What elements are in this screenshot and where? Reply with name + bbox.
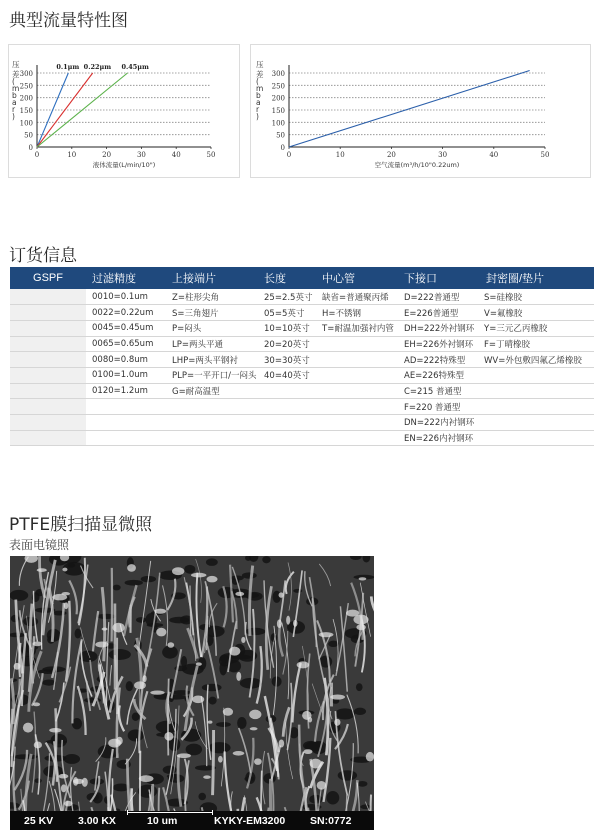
table-cell: DH=222外衬钢环 — [398, 320, 480, 336]
table-cell — [258, 415, 316, 431]
sem-pore — [202, 684, 222, 692]
sem-magnification: 3.00 KX — [78, 815, 116, 827]
table-cell: LHP=两头平钢衬 — [166, 352, 258, 368]
sem-node — [317, 781, 326, 790]
table-row — [10, 399, 594, 415]
table-row — [10, 352, 594, 368]
sem-node — [112, 623, 124, 633]
sem-pore — [75, 629, 82, 639]
y-tick-label: 250 — [271, 82, 285, 91]
sem-fiber — [131, 788, 137, 811]
sem-pore — [147, 623, 164, 627]
sem-fiber — [371, 596, 374, 617]
sem-fiber — [196, 573, 201, 657]
sem-node — [191, 573, 206, 578]
x-tick-label: 0 — [286, 151, 292, 159]
table-cell: Z=柱形尖角 — [166, 289, 258, 305]
table-cell — [86, 399, 166, 415]
sem-node — [61, 784, 67, 792]
table-cell: P=闷头 — [166, 320, 258, 336]
x-tick-label: 10 — [67, 151, 77, 159]
sem-pore — [216, 722, 231, 727]
sem-node — [33, 702, 40, 706]
x-tick-label: 30 — [438, 151, 448, 159]
sem-pore — [237, 717, 246, 729]
sem-pore — [172, 690, 190, 695]
sem-node — [64, 602, 68, 609]
sem-fiber — [230, 565, 233, 623]
sem-fiber — [79, 802, 90, 811]
sem-node — [155, 609, 167, 614]
y-tick-label: 150 — [19, 107, 33, 115]
y-tick-label: 100 — [19, 119, 33, 128]
sem-node — [14, 663, 21, 670]
sem-pore — [10, 590, 28, 601]
sem-fiber — [280, 580, 285, 622]
sem-pore — [68, 563, 75, 567]
order-info-title: 订货信息 — [9, 246, 77, 266]
y-tick-label: 150 — [271, 107, 285, 115]
sem-pore — [126, 681, 133, 691]
sem-node — [32, 641, 42, 646]
table-cell — [10, 320, 86, 336]
sem-pore — [64, 754, 80, 764]
table-cell: H=不锈钢 — [316, 305, 398, 321]
sem-node — [330, 694, 345, 699]
sem-pore — [249, 556, 259, 562]
table-row — [10, 289, 594, 305]
sem-node — [366, 752, 374, 762]
table-cell: AD=222特殊型 — [398, 352, 480, 368]
table-cell: C=215 普通型 — [398, 383, 480, 399]
sem-node — [229, 647, 240, 656]
sem-pore — [206, 558, 218, 566]
sem-fiber — [312, 684, 322, 713]
sem-pore — [360, 805, 371, 810]
table-cell: 25=2.5英寸 — [258, 289, 316, 305]
table-cell: 05=5英寸 — [258, 305, 316, 321]
table-cell — [166, 415, 258, 431]
sem-pore — [208, 742, 230, 753]
sem-fiber — [265, 696, 277, 771]
order-table-body — [10, 289, 594, 446]
table-cell — [480, 399, 594, 415]
order-table — [10, 267, 594, 446]
series-label: 0.22μm — [83, 63, 112, 71]
sem-fiber — [317, 620, 330, 681]
sem-node — [64, 801, 72, 807]
table-cell — [166, 399, 258, 415]
sem-fiber — [201, 696, 207, 766]
table-cell — [166, 430, 258, 446]
sem-fiber — [163, 585, 168, 646]
sem-node — [52, 594, 67, 601]
series-line — [37, 73, 68, 147]
table-cell — [316, 430, 398, 446]
air-flow-chart-svg — [251, 45, 592, 179]
sem-fiber — [266, 586, 271, 670]
y-tick-label: 50 — [24, 131, 33, 140]
sem-node — [277, 619, 282, 628]
table-cell — [10, 305, 86, 321]
sem-node — [279, 739, 285, 747]
table-cell: 0120=1.2um — [86, 383, 166, 399]
sem-node — [297, 661, 310, 668]
sem-node — [62, 568, 67, 572]
sem-node — [241, 637, 245, 643]
sem-node — [203, 775, 211, 779]
sem-node — [359, 577, 367, 580]
sem-node — [34, 742, 42, 749]
y-tick-label: 0 — [280, 144, 285, 152]
sem-fiber — [159, 788, 160, 811]
sem-node — [254, 758, 262, 765]
table-cell: 0045=0.45um — [86, 320, 166, 336]
sem-node — [286, 616, 290, 625]
table-cell: DN=222内衬钢环 — [398, 415, 480, 431]
table-cell — [10, 289, 86, 305]
y-tick-label: 300 — [271, 70, 285, 78]
table-cell — [316, 336, 398, 352]
x-tick-label: 40 — [489, 151, 499, 159]
col-header-center-tube: 中心管 — [316, 267, 398, 289]
sem-pore — [242, 572, 257, 578]
sem-node — [73, 779, 84, 784]
y-tick-label: 200 — [271, 94, 285, 103]
table-cell: 20=20英寸 — [258, 336, 316, 352]
sem-node — [249, 710, 261, 720]
sem-pore — [362, 556, 370, 562]
col-header-precision: 过滤精度 — [86, 267, 166, 289]
table-cell: 0100=1.0um — [86, 367, 166, 383]
table-cell: F=丁晴橡胶 — [480, 336, 594, 352]
col-header-top-cap: 上接端片 — [166, 267, 258, 289]
y-tick-label: 100 — [271, 119, 285, 128]
table-cell — [10, 336, 86, 352]
series-line — [37, 73, 93, 147]
sem-fiber — [261, 771, 262, 811]
x-tick-label: 10 — [335, 151, 345, 159]
sem-node — [116, 737, 122, 745]
sem-fiber — [225, 751, 234, 811]
sem-node — [206, 576, 217, 583]
sem-pore — [208, 697, 216, 705]
sem-pore — [128, 729, 144, 741]
x-tick-label: 20 — [386, 151, 396, 159]
sem-title: PTFE膜扫描显微照 — [9, 515, 153, 535]
sem-node — [25, 556, 38, 563]
sem-pore — [90, 778, 104, 784]
x-tick-label: 20 — [102, 151, 112, 159]
sem-node — [223, 708, 233, 716]
sem-pore — [34, 778, 41, 783]
sem-fiber — [213, 730, 214, 795]
sem-node — [102, 627, 108, 630]
series-line — [289, 71, 530, 147]
table-cell — [258, 383, 316, 399]
table-cell — [86, 430, 166, 446]
sem-fiber — [168, 679, 169, 756]
sem-pore — [132, 713, 140, 721]
sem-micrograph — [10, 556, 374, 830]
sem-node — [172, 567, 184, 575]
x-tick-label: 30 — [136, 151, 146, 159]
sem-node — [177, 753, 191, 758]
sem-pore — [357, 781, 367, 787]
table-cell: LP=两头平通 — [166, 336, 258, 352]
sem-fiber — [279, 623, 283, 656]
sem-fiber — [257, 646, 262, 703]
table-cell: 40=40英寸 — [258, 367, 316, 383]
table-cell — [10, 399, 86, 415]
y-axis-label: 压差( m b a r ) — [256, 60, 264, 121]
liquid-flow-chart — [8, 44, 240, 178]
sem-pore — [219, 662, 227, 676]
sem-node — [167, 642, 174, 647]
sem-node — [304, 749, 313, 754]
air-flow-chart — [250, 44, 591, 178]
sem-fiber — [119, 705, 124, 731]
table-cell: PLP=一平开口/一闷头 — [166, 367, 258, 383]
table-row — [10, 336, 594, 352]
sem-pore — [186, 744, 202, 756]
sem-node — [37, 568, 47, 572]
x-tick-label: 40 — [171, 151, 181, 159]
sem-fiber — [138, 561, 150, 651]
sem-node — [95, 641, 108, 647]
y-tick-label: 200 — [19, 94, 33, 103]
table-cell — [10, 367, 86, 383]
sem-pore — [293, 589, 302, 593]
sem-pore — [109, 649, 131, 660]
sem-pore — [350, 556, 362, 560]
sem-node — [293, 620, 297, 627]
sem-node — [235, 592, 244, 596]
table-cell: G=耐高温型 — [166, 383, 258, 399]
table-cell — [480, 367, 594, 383]
sem-node — [164, 732, 173, 741]
sem-fiber — [105, 772, 108, 811]
table-row — [10, 320, 594, 336]
table-cell: S=硅橡胶 — [480, 289, 594, 305]
sem-node — [279, 592, 284, 597]
table-cell: D=222普通型 — [398, 289, 480, 305]
table-row — [10, 383, 594, 399]
table-cell — [316, 352, 398, 368]
x-tick-label: 50 — [540, 151, 550, 159]
sem-node — [127, 564, 136, 572]
table-cell — [10, 352, 86, 368]
table-cell: S=三角翅片 — [166, 305, 258, 321]
sem-fiber — [346, 780, 357, 811]
sem-pore — [198, 793, 206, 801]
sem-fiber — [37, 803, 50, 811]
sem-node — [346, 610, 359, 617]
sem-fiber — [288, 563, 291, 611]
table-cell: 0022=0.22um — [86, 305, 166, 321]
table-cell: T=耐温加强衬内管 — [316, 320, 398, 336]
sem-fiber — [87, 681, 91, 711]
sem-node — [356, 624, 365, 630]
sem-node — [156, 628, 166, 637]
table-row — [10, 367, 594, 383]
table-cell: 10=10英寸 — [258, 320, 316, 336]
sem-subtitle: 表面电镜照 — [9, 538, 70, 552]
y-tick-label: 50 — [276, 131, 285, 140]
table-row — [10, 415, 594, 431]
sem-fiber-texture — [10, 556, 374, 811]
table-cell — [86, 415, 166, 431]
sem-scale-label: 10 um — [147, 815, 178, 827]
table-cell: 0065=0.65um — [86, 336, 166, 352]
table-cell: EN=226内衬钢环 — [398, 430, 480, 446]
sem-node — [58, 774, 68, 779]
table-cell — [316, 415, 398, 431]
sem-fiber — [129, 597, 134, 627]
table-cell — [316, 383, 398, 399]
sem-node — [310, 759, 322, 769]
table-cell: AE=226特殊型 — [398, 367, 480, 383]
series-label: 0.1μm — [56, 63, 80, 71]
sem-node — [334, 719, 340, 726]
sem-serial: SN:0772 — [310, 815, 352, 827]
table-cell: V=氟橡胶 — [480, 305, 594, 321]
sem-fiber — [371, 795, 374, 811]
sem-pore — [262, 556, 270, 563]
table-cell: WV=外包敷四氟乙烯橡胶 — [480, 352, 594, 368]
series-line — [37, 73, 127, 147]
sem-node — [236, 672, 241, 681]
sem-node — [150, 691, 164, 695]
sem-voltage: 25 KV — [24, 815, 54, 827]
sem-node — [196, 662, 202, 665]
sem-fiber — [287, 683, 291, 750]
col-header-bottom-port: 下接口 — [398, 267, 480, 289]
sem-fiber — [167, 579, 175, 610]
sem-node — [233, 751, 245, 756]
sem-info-bar — [10, 811, 374, 830]
sem-pore — [354, 708, 366, 715]
sem-fiber — [319, 635, 330, 660]
sem-fiber — [59, 667, 70, 703]
sem-fiber — [231, 791, 235, 811]
x-tick-label: 0 — [34, 151, 40, 159]
table-cell — [316, 399, 398, 415]
sem-pore — [338, 770, 357, 780]
x-axis-label: 空气流量(m³/h/10"0.22um) — [374, 161, 460, 169]
liquid-flow-chart-svg — [9, 45, 241, 179]
table-cell: 0080=0.8um — [86, 352, 166, 368]
y-axis-label: 压差( m b a r ) — [12, 60, 20, 121]
sem-fiber — [286, 572, 294, 594]
sem-fiber — [319, 564, 330, 586]
order-table-header-row — [10, 267, 594, 289]
sem-pore — [113, 585, 121, 591]
sem-node — [308, 717, 312, 722]
table-cell: EH=226外衬钢环 — [398, 336, 480, 352]
sem-fiber — [239, 797, 245, 811]
sem-fiber — [102, 587, 104, 661]
sem-node — [192, 696, 204, 704]
table-cell — [316, 367, 398, 383]
table-cell — [10, 430, 86, 446]
sem-pore — [136, 617, 146, 623]
sem-node — [208, 720, 213, 723]
sem-node — [139, 775, 154, 782]
table-cell — [480, 383, 594, 399]
sem-fiber — [40, 753, 49, 811]
sem-pore — [184, 565, 195, 574]
table-cell: E=226普通型 — [398, 305, 480, 321]
table-row — [10, 430, 594, 446]
sem-pore — [169, 617, 189, 624]
sem-node — [134, 681, 146, 689]
sem-fiber — [110, 665, 112, 685]
sem-pore — [356, 683, 363, 691]
table-cell — [10, 415, 86, 431]
table-cell — [480, 430, 594, 446]
table-cell — [258, 430, 316, 446]
table-cell: F=220 普通型 — [398, 399, 480, 415]
table-cell: 0010=0.1um — [86, 289, 166, 305]
sem-node — [23, 723, 33, 733]
x-axis-label: 液体流量(L/min/10") — [92, 161, 156, 169]
table-cell: 缺省=普通聚丙烯 — [316, 289, 398, 305]
table-cell — [258, 399, 316, 415]
y-tick-label: 300 — [19, 70, 33, 78]
y-tick-label: 0 — [28, 144, 33, 152]
x-tick-label: 50 — [206, 151, 216, 159]
table-cell: Y=三元乙丙橡胶 — [480, 320, 594, 336]
table-cell: 30=30英寸 — [258, 352, 316, 368]
col-header-length: 长度 — [258, 267, 316, 289]
y-tick-label: 250 — [19, 82, 33, 91]
sem-fiber — [347, 695, 358, 754]
flow-characteristics-title: 典型流量特性图 — [9, 11, 128, 31]
table-cell — [480, 415, 594, 431]
sem-node — [143, 675, 147, 682]
sem-node — [218, 756, 223, 763]
sem-pore — [328, 641, 338, 647]
table-cell — [10, 383, 86, 399]
sem-node — [319, 632, 334, 637]
table-row — [10, 305, 594, 321]
sem-instrument: KYKY-EM3200 — [214, 815, 286, 827]
series-label: 0.45μm — [121, 63, 149, 71]
sem-node — [250, 727, 258, 730]
sem-pore — [50, 734, 67, 748]
sem-node — [49, 728, 61, 732]
col-header-seal: 封密圈/垫片 — [480, 267, 594, 289]
sem-pore — [125, 580, 143, 586]
sem-pore — [326, 791, 339, 804]
col-header-model: GSPF — [10, 267, 86, 289]
sem-fiber — [239, 728, 251, 773]
